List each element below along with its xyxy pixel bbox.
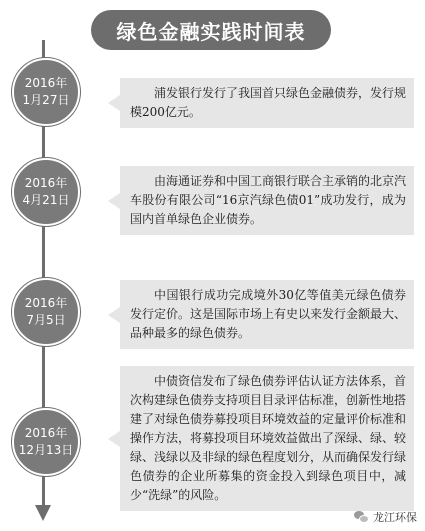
- watermark-text: 龙江环保: [373, 511, 417, 524]
- date-year: 2016年: [24, 176, 68, 190]
- timeline-event-card: [120, 78, 414, 128]
- timeline-date-node: [12, 278, 80, 346]
- page-title: 绿色金融实践时间表: [91, 10, 331, 50]
- date-year: 2016年: [24, 426, 68, 440]
- event-text: 中债资信发布了绿色债券评估认证方法体系，首次构建绿色债券支持项目目录评估标准，创新性地搭建了对绿色债券募投项目环境效益的定量评价标准和操作方法，将募投项目环境效益做出了深绿、绿、较绿、浅绿以及非绿的绿色程度划分，从而确保发行绿色债券的企业所募集的资金投入到绿色项目中，减少“洗绿”的风险。: [130, 374, 407, 502]
- timeline-event-card: [120, 280, 414, 349]
- event-text: 中国银行成功完成境外30亿等值美元绿色债券发行定价。这是国际市场上有史以来发行金额最大、品种最多的绿色债券。: [130, 288, 407, 340]
- event-text: 由海通证券和中国工商银行联合主承销的北京汽车股份有限公司“16京汽绿色债01”成功发行，成为国内首单绿色企业债券。: [130, 174, 407, 226]
- date-year: 2016年: [24, 76, 68, 90]
- date-year: 2016年: [24, 296, 68, 310]
- timeline-arrow-icon: [35, 505, 51, 521]
- date-day: 12月13日: [18, 443, 74, 457]
- source-watermark: [354, 509, 417, 525]
- event-text: 浦发银行发行了我国首只绿色金融债券，发行规模200亿元。: [130, 86, 407, 119]
- date-day: 7月5日: [26, 313, 66, 327]
- timeline-event-card: [120, 166, 414, 235]
- wechat-icon: [354, 511, 369, 523]
- date-day: 4月21日: [22, 193, 70, 207]
- timeline-event-card: [120, 366, 414, 511]
- timeline-date-node: [12, 58, 80, 126]
- timeline-date-node: [12, 158, 80, 226]
- timeline-date-node: [12, 408, 80, 476]
- date-day: 1月27日: [22, 93, 70, 107]
